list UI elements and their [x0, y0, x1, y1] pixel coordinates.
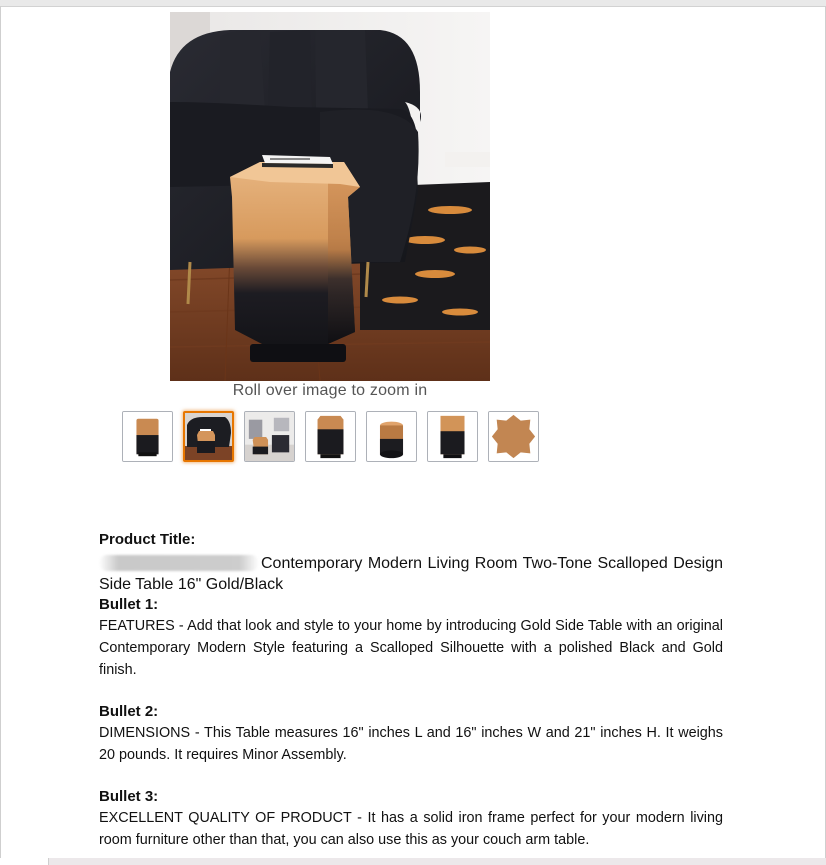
product-title — [99, 553, 723, 595]
bullet-2-label: Bullet 2: — [99, 703, 159, 720]
zoom-hint-text: Roll over image to zoom in — [232, 382, 428, 399]
thumbnail-7[interactable] — [488, 411, 539, 462]
window-left-border — [0, 6, 1, 865]
main-product-image[interactable] — [170, 12, 490, 381]
side-table-with-sofa-thumbnail-icon — [185, 413, 232, 460]
side-table-closeup-thumbnail-icon — [367, 412, 416, 461]
scalloped-top-thumbnail-icon — [489, 412, 538, 461]
side-table-front-thumbnail-icon — [123, 412, 172, 461]
bullet-1-label: Bullet 1: — [99, 596, 159, 613]
thumbnail-4[interactable] — [305, 411, 356, 462]
bullet-2-text: DIMENSIONS - This Table measures 16" inches L and 16" inches W and 21" inches H. It weighs 20 pounds. It requires Minor Assembly. — [99, 725, 723, 763]
bullet-1-text: FEATURES - Add that look and style to your home by introducing Gold Side Table with an original Contemporary Modern Style featuring a Scalloped Silhouette with a polished Black and Gold finish. — [99, 618, 723, 678]
product-title-text: Contemporary Modern Living Room Two-Tone Scalloped Design Side Table 16" Gold/Black — [99, 555, 723, 593]
window-bottom-border — [0, 858, 826, 865]
side-table-room-scene-thumbnail-icon — [245, 412, 294, 461]
window-top-border — [0, 0, 826, 7]
thumbnail-2[interactable] — [183, 411, 234, 462]
bullet-3-text: EXCELLENT QUALITY OF PRODUCT - It has a solid iron frame perfect for your modern living room furniture other than that, you can also use this as your couch arm table. — [99, 810, 723, 848]
product-details — [99, 530, 723, 851]
redacted-brand-name — [99, 555, 259, 571]
thumbnail-5[interactable] — [366, 411, 417, 462]
bullet-3-label: Bullet 3: — [99, 788, 159, 805]
thumbnail-1[interactable] — [122, 411, 173, 462]
side-table-side-view-thumbnail-icon — [428, 412, 477, 461]
side-table-angle-thumbnail-icon — [306, 412, 355, 461]
product-title-label: Product Title: — [99, 531, 196, 548]
thumbnail-3[interactable] — [244, 411, 295, 462]
thumbnail-6[interactable] — [427, 411, 478, 462]
